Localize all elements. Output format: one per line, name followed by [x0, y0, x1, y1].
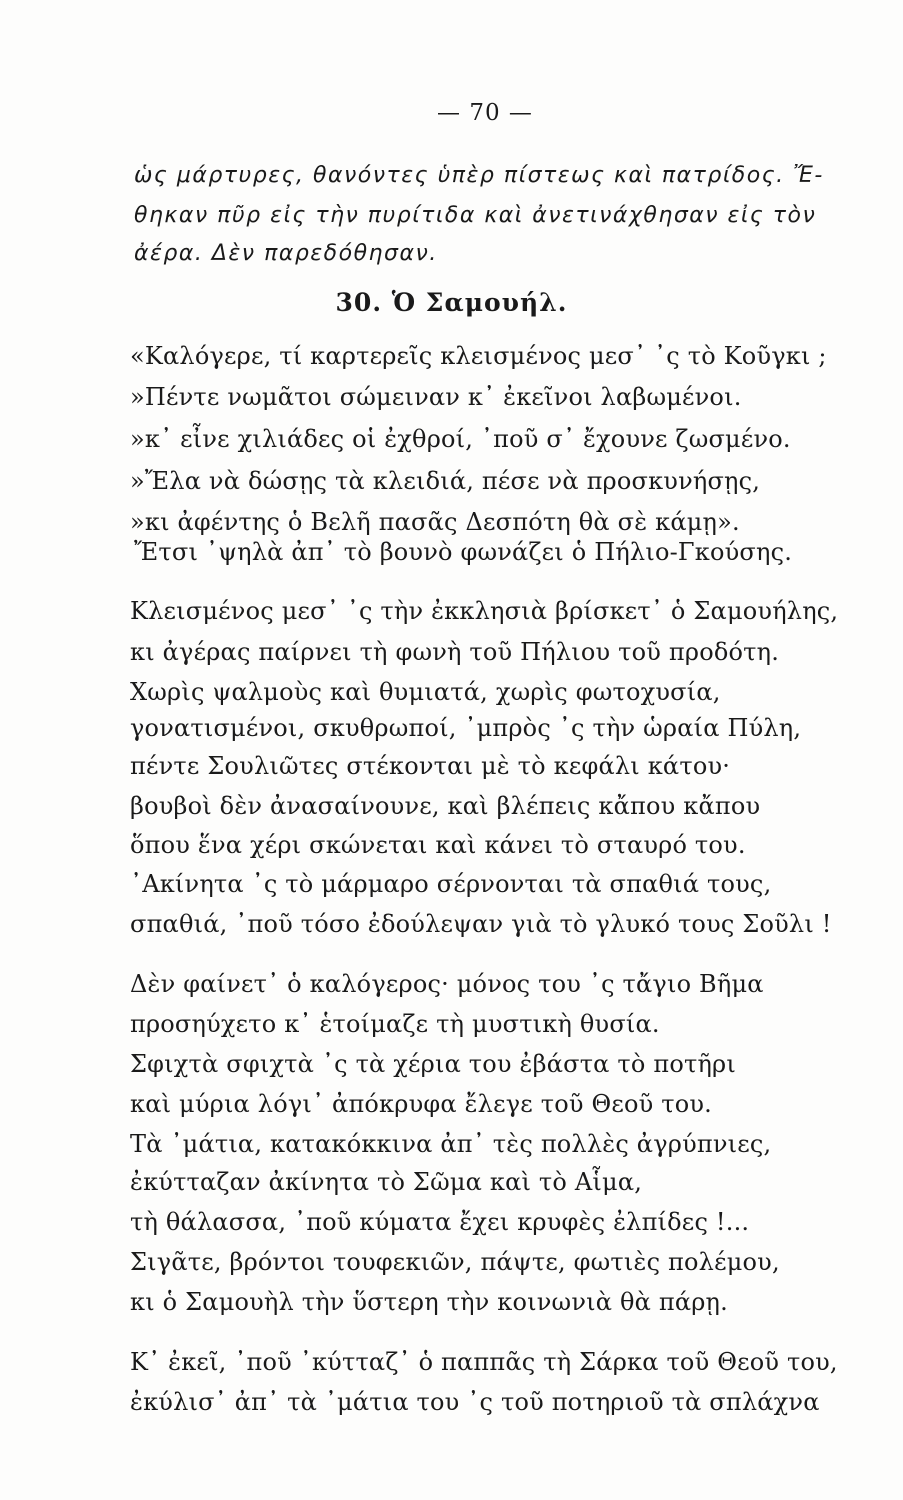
- verse-line: Κ᾿ ἐκεῖ, ᾿ποῦ ᾿κύτταζ᾿ ὁ παππᾶς τὴ Σάρκα τοῦ Θεοῦ του,: [130, 1348, 838, 1376]
- verse-line: Ἔτσι ᾿ψηλὰ ἀπ᾿ τὸ βουνὸ φωνάζει ὁ Πήλιο-Γκούσης.: [134, 538, 793, 566]
- verse-line: Σφιχτὰ σφιχτὰ ᾿ς τὰ χέρια του ἐβάστα τὸ ποτῆρι: [130, 1050, 736, 1078]
- verse-line: Χωρὶς ψαλμοὺς καὶ θυμιατά, χωρὶς φωτοχυσία,: [130, 678, 721, 706]
- verse-line: κι ὁ Σαμουὴλ τὴν ὕστερη τὴν κοινωνιὰ θὰ πάρῃ.: [130, 1288, 728, 1316]
- verse-line: »κ᾿ εἶνε χιλιάδες οἱ ἐχθροί, ᾿ποῦ σ᾿ ἔχουνε ζωσμένο.: [130, 425, 791, 453]
- verse-line: Τὰ ᾿μάτια, κατακόκκινα ἀπ᾿ τὲς πολλὲς ἀγρύπνιες,: [130, 1130, 772, 1158]
- prose-line: ἀέρα. Δὲν παρεδόθησαν.: [134, 241, 438, 266]
- verse-line: τὴ θάλασσα, ᾿ποῦ κύματα ἔχει κρυφὲς ἐλπίδες !...: [130, 1208, 750, 1236]
- verse-line: ἐκύλισ᾿ ἀπ᾿ τὰ ᾿μάτια του ᾿ς τοῦ ποτηριοῦ τὰ σπλάχνα: [130, 1388, 820, 1416]
- page-number: — 70 —: [437, 100, 533, 126]
- verse-line: κι ἀγέρας παίρνει τὴ φωνὴ τοῦ Πήλιου τοῦ προδότη.: [130, 638, 780, 666]
- verse-line: «Καλόγερε, τί καρτερεῖς κλεισμένος μεσ᾿ ᾿ς τὸ Κοῦγκι ;: [130, 342, 827, 370]
- verse-line: »Ἔλα νὰ δώσῃς τὰ κλειδιά, πέσε νὰ προσκυνήσῃς,: [130, 467, 761, 495]
- verse-line: καὶ μύρια λόγι᾿ ἀπόκρυφα ἔλεγε τοῦ Θεοῦ του.: [130, 1090, 712, 1118]
- verse-line: πέντε Σουλιῶτες στέκονται μὲ τὸ κεφάλι κάτου·: [130, 752, 731, 780]
- verse-line: Δὲν φαίνετ᾿ ὁ καλόγερος· μόνος του ᾿ς τἄγιο Βῆμα: [130, 970, 764, 998]
- verse-line: »κι ἀφέντης ὁ Βελῆ πασᾶς Δεσπότη θὰ σὲ κάμῃ».: [130, 508, 740, 536]
- verse-line: προσηύχετο κ᾿ ἑτοίμαζε τὴ μυστικὴ θυσία.: [130, 1010, 660, 1038]
- prose-line: θηκαν πῦρ εἰς τὴν πυρίτιδα καὶ ἀνετινάχθησαν εἰς τὸν: [134, 203, 817, 228]
- verse-line: Κλεισμένος μεσ᾿ ᾿ς τὴν ἐκκλησιὰ βρίσκετ᾿ ὁ Σαμουήλης,: [130, 597, 839, 625]
- verse-line: σπαθιά, ᾿ποῦ τόσο ἐδούλεψαν γιὰ τὸ γλυκό τους Σοῦλι !: [130, 910, 832, 938]
- verse-line: Σιγᾶτε, βρόντοι τουφεκιῶν, πάψτε, φωτιὲς πολέμου,: [130, 1248, 780, 1276]
- verse-line: γονατισμένοι, σκυθρωποί, ᾿μπρὸς ᾿ς τὴν ὡραία Πύλη,: [130, 714, 802, 742]
- verse-line: βουβοὶ δὲν ἀνασαίνουνε, καὶ βλέπεις κἄπου κἄπου: [130, 792, 761, 820]
- verse-line: ἐκύτταζαν ἀκίνητα τὸ Σῶμα καὶ τὸ Αἷμα,: [130, 1168, 643, 1196]
- verse-line: »Πέντε νωμᾶτοι σώμειναν κ᾿ ἐκεῖνοι λαβωμένοι.: [130, 383, 742, 411]
- poem-heading: 30. Ὁ Σαμουήλ.: [335, 288, 568, 317]
- prose-line: ὡς μάρτυρες, θανόντες ὑπὲρ πίστεως καὶ πατρίδος. Ἔ-: [134, 163, 824, 188]
- verse-line: ᾿Ακίνητα ᾿ς τὸ μάρμαρο σέρνονται τὰ σπαθιά τους,: [130, 870, 772, 898]
- verse-line: ὅπου ἕνα χέρι σκώνεται καὶ κάνει τὸ σταυρό του.: [130, 831, 746, 859]
